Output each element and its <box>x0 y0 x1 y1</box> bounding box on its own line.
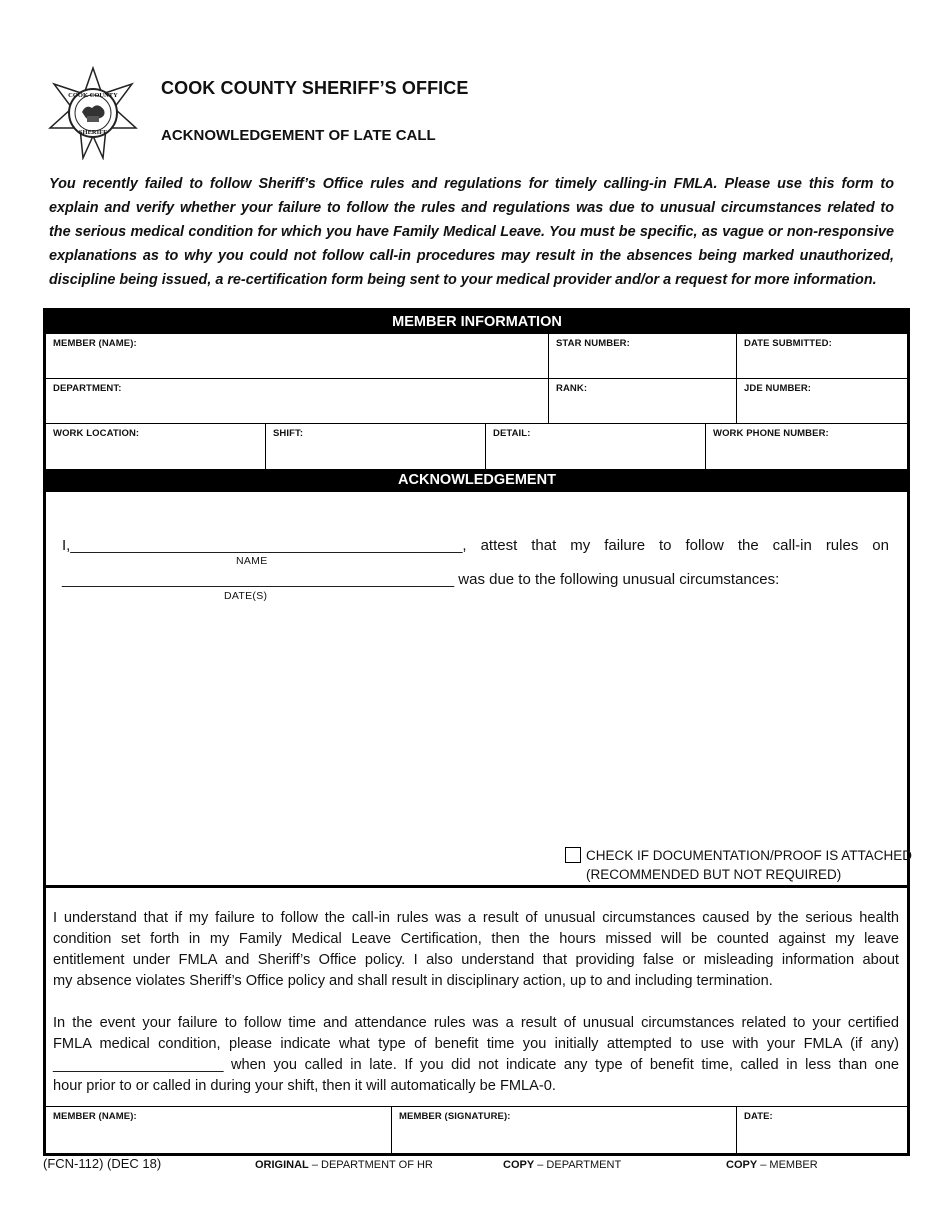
intro-line: explain and verify whether your failure to follow the rules and regulations was due to unusual circumstances related to <box>49 200 894 216</box>
explanation-area[interactable] <box>56 610 896 840</box>
department-label: DEPARTMENT: <box>53 383 122 394</box>
para-line: I understand that if my failure to follow the call-in rules was a result of unusual circumstances caused by the serious health <box>53 910 899 926</box>
copy-label: COPY <box>726 1159 758 1171</box>
work-location-field[interactable] <box>46 424 266 469</box>
shift-label: SHIFT: <box>273 428 304 439</box>
intro-line: explanations as to why you could not follow call-in procedures may result in the absences being marked unauthorized, <box>49 248 894 264</box>
form-code: (FCN-112) (DEC 18) <box>43 1156 162 1171</box>
name-caption: NAME <box>236 555 268 567</box>
documentation-checkbox[interactable] <box>565 847 581 863</box>
intro-paragraph <box>49 172 894 268</box>
work-phone-label: WORK PHONE NUMBER: <box>713 428 829 439</box>
attest-word: my <box>570 537 591 554</box>
work-location-label: WORK LOCATION: <box>53 428 140 439</box>
benefit-time-paragraph <box>53 1013 899 1097</box>
original-label: ORIGINAL <box>255 1159 309 1171</box>
attest-word: on <box>872 537 889 554</box>
sheriff-star-logo <box>46 66 140 160</box>
para-line: entitlement under FMLA and Sheriff’s Office policy. I also understand that providing false or misleading information about <box>53 952 899 968</box>
copy-label: COPY <box>503 1159 535 1171</box>
logo-bottom-text: SHERIFF <box>78 129 108 136</box>
intro-line: the serious medical condition for which you have Family Medical Leave. You must be specific, as vague or non-responsive <box>49 224 894 240</box>
understanding-paragraph <box>53 908 899 992</box>
circumstances-text: was due to the following unusual circumstances: <box>458 571 780 588</box>
jde-number-label: JDE NUMBER: <box>744 383 812 394</box>
attest-word: that <box>531 537 557 554</box>
member-signature-label: MEMBER (SIGNATURE): <box>399 1111 511 1122</box>
rank-field[interactable] <box>549 379 737 424</box>
dates-blank[interactable]: _______________________________________________ <box>62 571 455 588</box>
jde-number-field[interactable] <box>737 379 908 424</box>
shift-field[interactable] <box>266 424 486 469</box>
intro-line: discipline being issued, a re-certification form being sent to your medical provider and/or a request for more information. <box>49 272 877 288</box>
divider <box>46 489 908 492</box>
para-line: condition set forth in my Family Medical Leave Certification, then the hours missed will be counted against my leave <box>53 931 899 947</box>
original-dest: – DEPARTMENT OF HR <box>308 1159 433 1171</box>
check-label-line: CHECK IF DOCUMENTATION/PROOF IS ATTACHED <box>586 848 913 863</box>
signature-date-field[interactable] <box>737 1107 908 1153</box>
dates-line <box>62 570 779 590</box>
attest-word: to <box>659 537 672 554</box>
original-distribution <box>255 1159 433 1171</box>
copy-dest: – DEPARTMENT <box>534 1159 622 1171</box>
attest-word: attest <box>480 537 518 554</box>
dates-caption: DATE(S) <box>224 590 268 602</box>
star-number-label: STAR NUMBER: <box>556 338 630 349</box>
para-line: hour prior to or called in during your shift, then it will automatically be FMLA-0. <box>53 1078 556 1094</box>
check-label-line: (RECOMMENDED BUT NOT REQUIRED) <box>586 867 842 882</box>
para-line: In the event your failure to follow time and attendance rules was a result of unusual circumstances related to your certified <box>53 1015 899 1031</box>
name-blank[interactable]: I,_______________________________________________, <box>62 537 467 554</box>
attest-word: rules <box>825 537 859 554</box>
signature-member-name-label: MEMBER (NAME): <box>53 1111 137 1122</box>
copy-dest: – MEMBER <box>757 1159 818 1171</box>
member-name-label: MEMBER (NAME): <box>53 338 137 349</box>
detail-field[interactable] <box>486 424 706 469</box>
form-title: ACKNOWLEDGEMENT OF LATE CALL <box>161 127 436 144</box>
signature-date-label: DATE: <box>744 1111 773 1122</box>
divider <box>46 885 908 888</box>
date-submitted-field[interactable] <box>737 334 908 379</box>
member-name-field[interactable] <box>46 334 549 379</box>
work-phone-field[interactable] <box>706 424 908 469</box>
detail-label: DETAIL: <box>493 428 531 439</box>
copy-department-distribution <box>503 1159 621 1171</box>
department-field[interactable] <box>46 379 549 424</box>
attest-word: failure <box>604 537 646 554</box>
rank-label: RANK: <box>556 383 588 394</box>
copy-member-distribution <box>726 1159 818 1171</box>
para-line: my absence violates Sheriff’s Office policy and shall result in disciplinary action, up to and including termination. <box>53 973 773 989</box>
star-number-field[interactable] <box>549 334 737 379</box>
date-submitted-label: DATE SUBMITTED: <box>744 338 832 349</box>
logo-top-text: COOK COUNTY <box>68 92 118 99</box>
attest-word: the <box>737 537 759 554</box>
para-line: _____________________ when you called in late. If you did not indicate any type of benefit time, called in less than one <box>53 1057 899 1073</box>
member-info-header: MEMBER INFORMATION <box>46 311 908 334</box>
signature-member-name-field[interactable] <box>46 1107 392 1153</box>
para-line: FMLA medical condition, please indicate what type of benefit time you initially attempted to use with your FMLA (if any) <box>53 1036 899 1052</box>
member-signature-field[interactable] <box>392 1107 737 1153</box>
attest-word: follow <box>685 537 724 554</box>
documentation-check-label <box>586 846 912 884</box>
attest-word: call-in <box>772 537 812 554</box>
acknowledgement-header: ACKNOWLEDGEMENT <box>46 469 908 492</box>
org-title: COOK COUNTY SHERIFF’S OFFICE <box>161 78 469 98</box>
attest-line <box>62 536 889 556</box>
intro-line: You recently failed to follow Sheriff’s Office rules and regulations for timely calling-in FMLA. Please use this form to <box>49 176 894 192</box>
